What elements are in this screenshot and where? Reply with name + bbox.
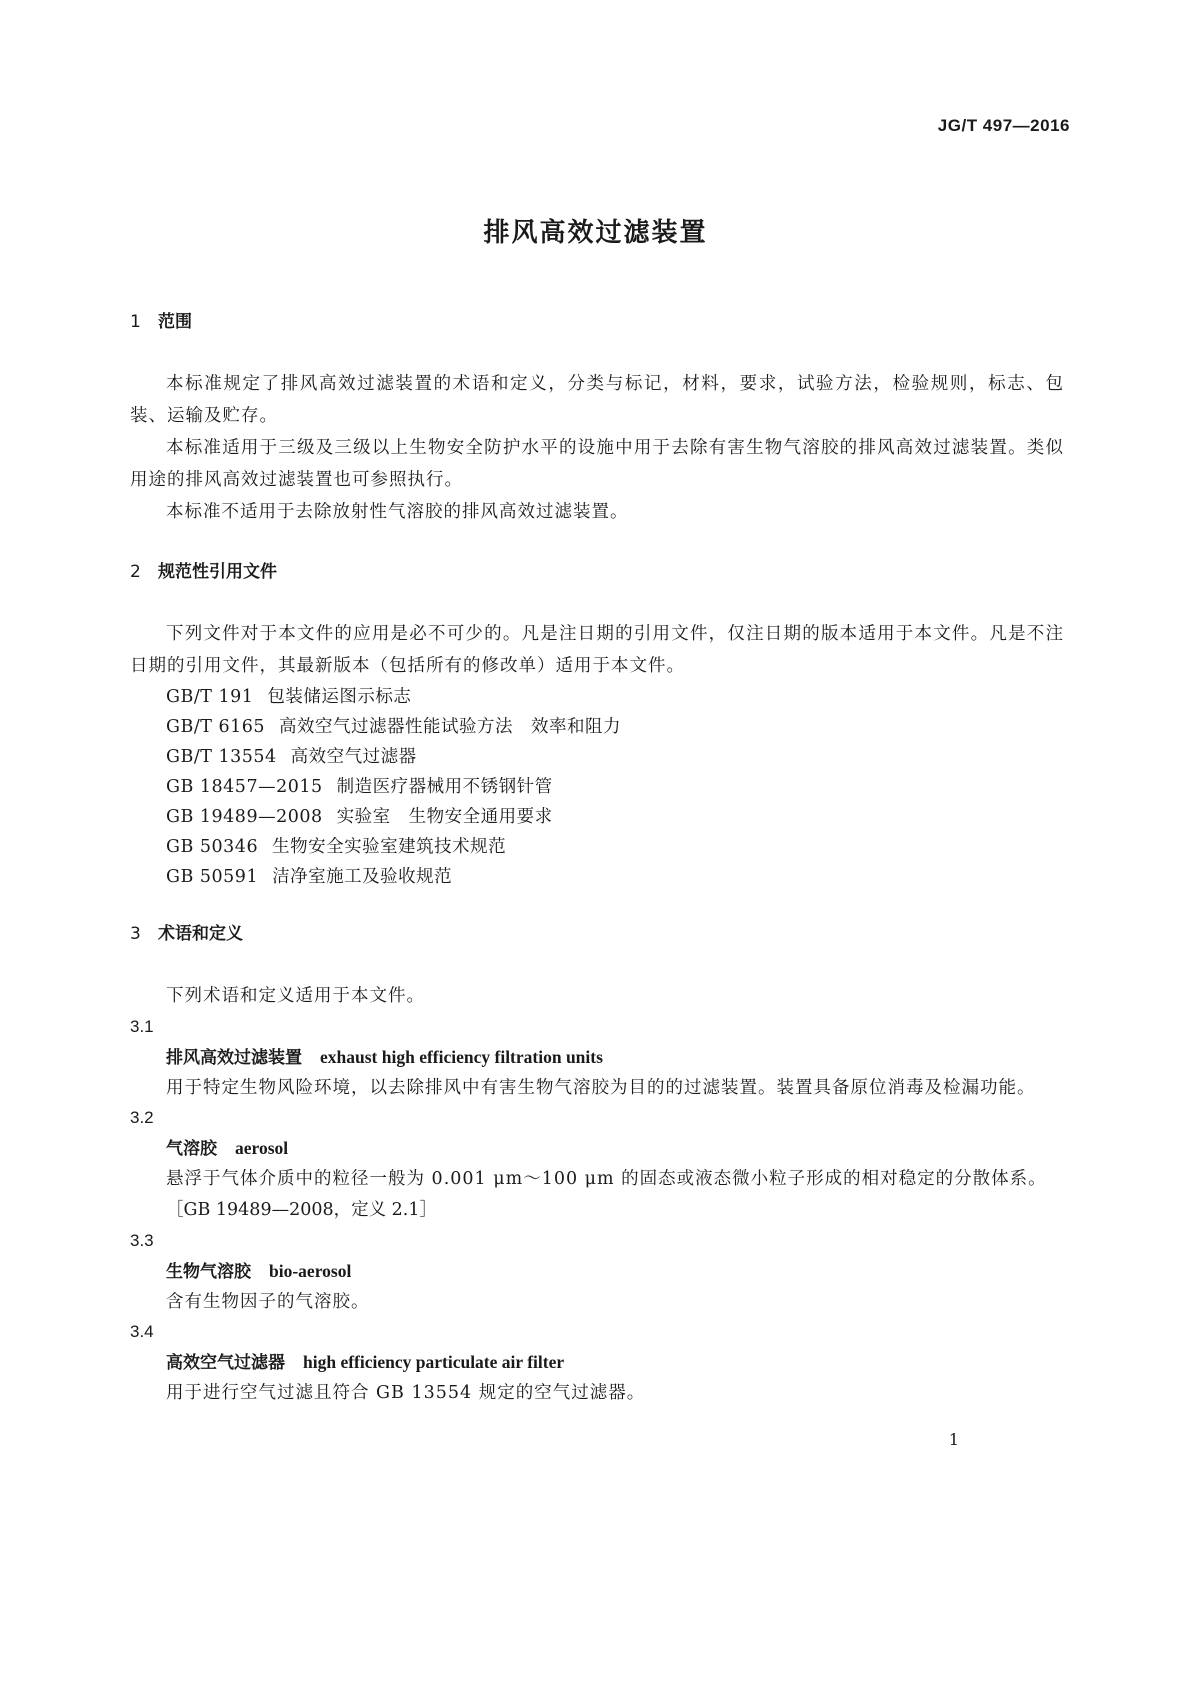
paragraph: 本标准规定了排风高效过滤装置的术语和定义，分类与标记，材料，要求，试验方法，检验规则，标志、包装、运输及贮存。 — [130, 374, 1064, 426]
section-heading-scope — [130, 310, 1064, 334]
term-entry — [130, 1012, 1064, 1103]
reference-title: 生物安全实验室建筑技术规范 — [272, 837, 507, 857]
paragraph: 下列文件对于本文件的应用是必不可少的。凡是注日期的引用文件，仅注日期的版本适用于本文件。凡是不注日期的引用文件，其最新版本（包括所有的修改单）适用于本文件。 — [130, 624, 1064, 676]
term-source: ［GB 19489—2008，定义 2.1］ — [166, 1200, 438, 1220]
paragraph: 本标准适用于三级及三级以上生物安全防护水平的设施中用于去除有害生物气溶胶的排风高效过滤装置。类似用途的排风高效过滤装置也可参照执行。 — [130, 438, 1064, 490]
document-body — [130, 310, 1064, 1408]
reference-code: GB/T 6165 — [166, 717, 266, 737]
term-definition: 用于特定生物风险环境，以去除排风中有害生物气溶胶为目的的过滤装置。装置具备原位消毒及检漏功能。 — [166, 1078, 1036, 1098]
term-name — [130, 1133, 1064, 1164]
term-number: 3.1 — [130, 1017, 154, 1036]
reference-item — [130, 802, 1064, 832]
paragraph: 本标准不适用于去除放射性气溶胶的排风高效过滤装置。 — [166, 502, 629, 522]
page-number: 1 — [948, 1430, 959, 1449]
section-number: 1 — [130, 312, 141, 332]
page-header-code: JG/T 497—2016 — [937, 116, 1070, 135]
reference-code: GB 19489—2008 — [166, 807, 323, 827]
term-entry — [130, 1103, 1064, 1226]
term-name-en: bio-aerosol — [269, 1261, 352, 1281]
reference-title: 包装储运图示标志 — [267, 687, 412, 707]
section-title: 规范性引用文件 — [158, 562, 277, 582]
reference-item — [130, 862, 1064, 892]
term-definition: 悬浮于气体介质中的粒径一般为 0.001 μm～100 μm 的固态或液态微小粒子形成的相对稳定的分散体系。 — [166, 1169, 1047, 1189]
term-definition: 含有生物因子的气溶胶。 — [166, 1292, 370, 1312]
term-definition: 用于进行空气过滤且符合 GB 13554 规定的空气过滤器。 — [166, 1383, 646, 1403]
section-number: 2 — [130, 562, 141, 582]
term-name-en: high efficiency particulate air filter — [303, 1352, 565, 1372]
term-name-en: aerosol — [235, 1138, 289, 1158]
section-heading-terms — [130, 922, 1064, 946]
reference-title: 实验室 生物安全通用要求 — [336, 807, 553, 827]
reference-title: 高效空气过滤器性能试验方法 效率和阻力 — [279, 717, 622, 737]
term-name-zh: 高效空气过滤器 — [166, 1353, 285, 1373]
term-entry — [130, 1226, 1064, 1317]
reference-title: 洁净室施工及验收规范 — [272, 867, 453, 887]
reference-item — [130, 832, 1064, 862]
section-number: 3 — [130, 924, 141, 944]
reference-code: GB/T 13554 — [166, 747, 277, 767]
term-number: 3.4 — [130, 1322, 154, 1341]
reference-code: GB/T 191 — [166, 687, 254, 707]
reference-title: 制造医疗器械用不锈钢针管 — [336, 777, 553, 797]
reference-item — [130, 682, 1064, 712]
term-number: 3.3 — [130, 1231, 154, 1250]
term-name-zh: 气溶胶 — [166, 1139, 217, 1159]
paragraph: 下列术语和定义适用于本文件。 — [166, 986, 425, 1006]
term-name — [130, 1256, 1064, 1287]
term-name-en: exhaust high efficiency filtration units — [320, 1047, 603, 1067]
section-title: 术语和定义 — [158, 924, 243, 944]
reference-code: GB 18457—2015 — [166, 777, 323, 797]
term-name — [130, 1347, 1064, 1378]
reference-item — [130, 772, 1064, 802]
term-name — [130, 1042, 1064, 1073]
term-name-zh: 生物气溶胶 — [166, 1262, 251, 1282]
reference-item — [130, 712, 1064, 742]
reference-title: 高效空气过滤器 — [290, 747, 417, 767]
section-title: 范围 — [158, 312, 192, 332]
reference-list — [130, 682, 1064, 892]
term-entry — [130, 1317, 1064, 1408]
term-name-zh: 排风高效过滤装置 — [166, 1048, 302, 1068]
document-title: 排风高效过滤装置 — [483, 218, 708, 248]
section-heading-normative-refs — [130, 560, 1064, 584]
term-number: 3.2 — [130, 1108, 154, 1127]
reference-code: GB 50591 — [166, 867, 259, 887]
reference-item — [130, 742, 1064, 772]
reference-code: GB 50346 — [166, 837, 259, 857]
